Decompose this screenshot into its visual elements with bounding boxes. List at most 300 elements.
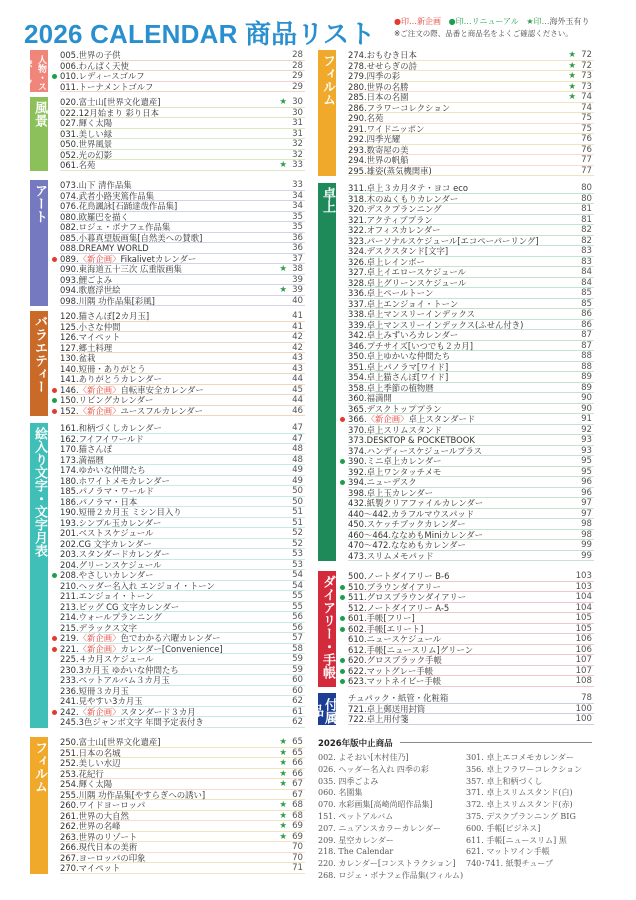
list-item[interactable] xyxy=(348,571,594,582)
list-item[interactable] xyxy=(60,343,305,354)
list-item[interactable] xyxy=(348,714,594,725)
list-item[interactable] xyxy=(60,285,305,296)
item-name: 3カ月玉 ゆかいな仲間たち xyxy=(78,664,179,675)
list-item[interactable] xyxy=(60,707,305,718)
item-name: 名苑 xyxy=(78,160,96,170)
page-number: 55 xyxy=(292,601,303,612)
list-item[interactable] xyxy=(60,160,305,171)
item-number: 350. xyxy=(348,351,367,361)
item-number: 173. xyxy=(60,454,79,465)
page-number: 37 xyxy=(292,253,303,264)
list-item[interactable] xyxy=(60,811,305,822)
list-item[interactable] xyxy=(60,233,305,244)
list-item[interactable] xyxy=(60,581,305,592)
item-name: グリーンスケジュール xyxy=(78,559,162,570)
list-item[interactable] xyxy=(348,50,594,61)
list-item[interactable] xyxy=(348,393,594,404)
page-number: 104 xyxy=(575,592,592,602)
item-name: デスクプランニング xyxy=(366,204,442,214)
renewal-dot-icon xyxy=(340,679,345,684)
page-number: 47 xyxy=(292,433,303,444)
list-item[interactable] xyxy=(60,264,305,275)
list-item[interactable] xyxy=(60,539,305,550)
item-number: 120. xyxy=(60,311,79,321)
list-item[interactable] xyxy=(60,353,305,364)
item-number: 291. xyxy=(348,123,367,134)
new-mark-icon: ●印… xyxy=(394,17,417,26)
section-moji xyxy=(30,423,305,728)
list-item[interactable] xyxy=(60,863,305,874)
list-item[interactable] xyxy=(348,257,594,268)
item-number: 311. xyxy=(348,183,367,193)
list-item[interactable] xyxy=(60,623,305,634)
section-label-text: 風景 xyxy=(32,101,47,127)
new-tag: 〈新企画〉 xyxy=(78,643,121,654)
list-item[interactable] xyxy=(348,61,594,72)
item-number: 358. xyxy=(348,382,367,393)
list-item[interactable] xyxy=(348,655,594,666)
overseas-star-icon: ★ xyxy=(279,160,287,170)
discontinued-item: 218. The Calendar xyxy=(318,847,394,857)
item-name: 卓上季節の植物暦 xyxy=(366,382,434,393)
section-sports xyxy=(22,50,305,92)
page-number: 29 xyxy=(292,71,303,81)
list-item[interactable] xyxy=(60,444,305,455)
section-label xyxy=(318,183,336,561)
page-number: 105 xyxy=(575,623,592,634)
section-desk xyxy=(318,183,594,561)
list-item[interactable] xyxy=(348,145,594,156)
page-number: 87 xyxy=(581,330,592,340)
page-number: 108 xyxy=(575,676,592,686)
list-item[interactable] xyxy=(348,246,594,257)
list-item[interactable] xyxy=(60,395,305,406)
item-name: 卓上マンスリーインデックス(ふせん付き) xyxy=(366,319,524,330)
item-name: デラックス文字 xyxy=(78,622,138,633)
section-label-text: 人物・スポーツ xyxy=(22,55,46,91)
item-number: 010. xyxy=(60,71,79,81)
list-item[interactable] xyxy=(348,613,594,624)
page-number: 89 xyxy=(581,372,592,382)
discontinued-item: 002. よそおい[木村佳乃] xyxy=(318,753,409,762)
item-name: 郷土料理 xyxy=(78,342,113,353)
item-number: 162. xyxy=(60,433,79,444)
list-item[interactable] xyxy=(60,800,305,811)
page-number: 92 xyxy=(581,424,592,435)
item-number: 318. xyxy=(348,193,367,204)
item-number: 280. xyxy=(348,81,367,92)
list-item[interactable] xyxy=(348,676,594,687)
item-number: 174. xyxy=(60,465,79,475)
list-item[interactable] xyxy=(60,434,305,445)
discontinued-item: 220. カレンダー[コンストラクション] xyxy=(318,859,456,869)
item-name: デスクトッププラン xyxy=(366,403,442,414)
list-item[interactable] xyxy=(348,509,594,520)
item-name: フラワーコレクション xyxy=(366,102,451,113)
item-name: 卓上レインボー xyxy=(366,256,425,267)
item-list xyxy=(60,737,305,874)
list-item[interactable] xyxy=(348,435,594,446)
item-name: シンプル玉カレンダー xyxy=(78,517,162,528)
item-name: 手帳[フリー] xyxy=(366,613,415,623)
page-number: 93 xyxy=(581,445,592,456)
list-item[interactable] xyxy=(348,267,594,278)
overseas-star-icon: ★ xyxy=(568,60,576,71)
item-number: 186. xyxy=(60,496,79,507)
list-item[interactable] xyxy=(348,124,594,135)
list-item[interactable] xyxy=(60,821,305,832)
page-number: 71 xyxy=(292,863,303,873)
list-item[interactable] xyxy=(348,320,594,331)
list-item[interactable] xyxy=(60,853,305,864)
list-item[interactable] xyxy=(60,465,305,476)
list-item[interactable] xyxy=(60,832,305,843)
list-item[interactable] xyxy=(348,425,594,436)
list-item[interactable] xyxy=(348,299,594,310)
list-item[interactable] xyxy=(60,374,305,385)
section-label-text: 絵入り文字・文字月表 xyxy=(32,427,47,557)
item-number: 370. xyxy=(348,424,367,435)
list-item[interactable] xyxy=(60,61,305,72)
list-item[interactable] xyxy=(348,309,594,320)
list-item[interactable] xyxy=(348,519,594,530)
page-number: 44 xyxy=(292,395,303,405)
item-name: グロスブラック手帳 xyxy=(366,655,442,665)
list-item[interactable] xyxy=(348,414,594,425)
overseas-star-icon: ★ xyxy=(279,800,287,810)
page-number: 31 xyxy=(292,118,303,128)
list-item[interactable] xyxy=(60,644,305,655)
list-item[interactable] xyxy=(348,645,594,656)
item-number: 338. xyxy=(348,309,367,319)
list-item[interactable] xyxy=(60,150,305,161)
list-item[interactable] xyxy=(60,275,305,286)
page-number: 54 xyxy=(292,580,303,591)
overseas-star-icon: ★ xyxy=(279,747,287,758)
list-item[interactable] xyxy=(60,842,305,853)
item-name: ニューデスク xyxy=(366,477,417,487)
discontinued-item: 060. 名園集 xyxy=(318,788,363,798)
list-item[interactable] xyxy=(60,82,305,93)
list-item[interactable] xyxy=(348,236,594,247)
list-item[interactable] xyxy=(60,591,305,602)
page-number: 50 xyxy=(292,496,303,507)
list-item[interactable] xyxy=(348,704,594,715)
item-name: ミニ卓上カレンダー xyxy=(366,456,442,466)
list-item[interactable] xyxy=(60,254,305,265)
list-item[interactable] xyxy=(348,603,594,614)
list-item[interactable] xyxy=(348,92,594,103)
item-name: 満福暦 xyxy=(78,454,104,465)
list-item[interactable] xyxy=(348,498,594,509)
list-item[interactable] xyxy=(60,201,305,212)
list-item[interactable] xyxy=(60,654,305,665)
page-number: 48 xyxy=(292,444,303,454)
item-number: 292. xyxy=(348,134,367,144)
list-item[interactable] xyxy=(60,633,305,644)
item-number: 337. xyxy=(348,298,367,309)
page-number: 51 xyxy=(292,517,303,528)
item-name: ななめもMiniカレンダー xyxy=(391,529,484,540)
page-number: 65 xyxy=(292,737,303,747)
item-name: 卓上ワンタッチメモ xyxy=(366,466,442,477)
list-item[interactable] xyxy=(348,155,594,166)
list-item[interactable] xyxy=(60,118,305,129)
list-item[interactable] xyxy=(348,467,594,478)
page-number: 42 xyxy=(292,342,303,353)
item-number: 510. xyxy=(348,581,367,592)
renewal-dot-icon xyxy=(340,585,345,590)
item-name: 12月始まり 彩り日本 xyxy=(78,107,159,118)
list-item[interactable] xyxy=(60,737,305,748)
page-number: 99 xyxy=(581,540,592,550)
item-number: 130. xyxy=(60,353,79,363)
item-number: 285. xyxy=(348,92,367,102)
page-number: 57 xyxy=(292,633,303,643)
list-item[interactable] xyxy=(60,97,305,108)
list-item[interactable] xyxy=(60,108,305,119)
list-item[interactable] xyxy=(60,180,305,191)
list-item[interactable] xyxy=(348,362,594,373)
list-item[interactable] xyxy=(60,212,305,223)
page-number: 35 xyxy=(292,211,303,222)
list-item[interactable] xyxy=(60,560,305,571)
list-item[interactable] xyxy=(60,790,305,801)
page-number: 62 xyxy=(292,696,303,706)
page-number: 83 xyxy=(581,256,592,267)
item-name: ベストスケジュール xyxy=(78,528,154,538)
list-item[interactable] xyxy=(348,693,594,704)
list-item[interactable] xyxy=(60,665,305,676)
item-number: 061. xyxy=(60,160,79,170)
item-number: 170. xyxy=(60,444,79,454)
page-number: 96 xyxy=(581,477,592,487)
page-number: 45 xyxy=(292,384,303,395)
list-item[interactable] xyxy=(348,166,594,177)
item-name: 欧羅巴を描く xyxy=(78,211,129,222)
page-number: 59 xyxy=(292,654,303,664)
page-number: 46 xyxy=(292,405,303,416)
page-number: 40 xyxy=(292,295,303,306)
new-tag: 〈新企画〉 xyxy=(366,414,409,424)
list-item[interactable] xyxy=(60,476,305,487)
list-item[interactable] xyxy=(60,322,305,333)
page-number: 91 xyxy=(581,414,592,424)
item-name: 卓上用付箋 xyxy=(366,714,409,724)
list-item[interactable] xyxy=(60,507,305,518)
list-item[interactable] xyxy=(60,406,305,417)
item-name: パーソナルスケジュール[エコペーパーリング] xyxy=(366,235,539,246)
list-item[interactable] xyxy=(348,624,594,635)
item-number: 211. xyxy=(60,591,79,601)
list-item[interactable] xyxy=(348,404,594,415)
list-item[interactable] xyxy=(348,488,594,499)
page-number: 53 xyxy=(292,549,303,559)
list-item[interactable] xyxy=(348,592,594,603)
list-item[interactable] xyxy=(348,103,594,114)
list-item[interactable] xyxy=(60,528,305,539)
page-number: 105 xyxy=(575,613,592,623)
list-item[interactable] xyxy=(60,191,305,202)
list-item[interactable] xyxy=(348,634,594,645)
list-item[interactable] xyxy=(348,288,594,299)
new-dot-icon xyxy=(52,636,57,641)
item-number: 214. xyxy=(60,612,79,622)
list-item[interactable] xyxy=(348,134,594,145)
item-number: 161. xyxy=(60,423,79,433)
list-item[interactable] xyxy=(60,675,305,686)
list-item[interactable] xyxy=(60,50,305,61)
list-item[interactable] xyxy=(60,243,305,254)
item-name: 四季の彩 xyxy=(366,71,401,81)
page-number: 90 xyxy=(581,393,592,403)
item-name: エンジョイ・トーン xyxy=(78,591,154,601)
list-item[interactable] xyxy=(60,129,305,140)
item-list xyxy=(348,693,594,725)
list-item[interactable] xyxy=(348,225,594,236)
list-item[interactable] xyxy=(60,139,305,150)
page-number: 78 xyxy=(581,693,592,703)
page-number: 51 xyxy=(292,507,303,517)
list-item[interactable] xyxy=(348,530,594,541)
list-item[interactable] xyxy=(348,341,594,352)
list-item[interactable] xyxy=(348,540,594,551)
list-item[interactable] xyxy=(60,332,305,343)
list-item[interactable] xyxy=(60,423,305,434)
list-item[interactable] xyxy=(348,204,594,215)
item-name: 卓上３カ月タテ・ヨコ eco xyxy=(366,183,468,193)
list-item[interactable] xyxy=(60,455,305,466)
list-item[interactable] xyxy=(60,497,305,508)
page-number: 72 xyxy=(581,50,592,60)
list-item[interactable] xyxy=(60,549,305,560)
item-name: 自転車安全カレンダー xyxy=(120,384,204,395)
section-label-text: 付属品 xyxy=(308,697,337,724)
list-item[interactable] xyxy=(348,551,594,562)
item-name: 東海道五十三次 広重版画集 xyxy=(78,264,182,274)
item-number: 190. xyxy=(60,507,79,517)
section-label-text: アート xyxy=(32,184,47,223)
list-item[interactable] xyxy=(348,330,594,341)
list-item[interactable] xyxy=(348,456,594,467)
page-number: 74 xyxy=(581,92,592,102)
item-name: 木のぬくもりカレンダー xyxy=(366,193,459,204)
page-number: 87 xyxy=(581,340,592,351)
list-item[interactable] xyxy=(60,612,305,623)
list-item[interactable] xyxy=(60,686,305,697)
item-number: 082. xyxy=(60,222,79,232)
item-number: 150. xyxy=(60,395,79,405)
list-item[interactable] xyxy=(348,351,594,362)
item-number: 322. xyxy=(348,225,367,235)
item-name: カレンダー[Convenience] xyxy=(120,643,223,654)
list-item[interactable] xyxy=(348,477,594,488)
list-item[interactable] xyxy=(60,758,305,769)
page-number: 72 xyxy=(581,60,592,71)
item-number: 339. xyxy=(348,319,367,330)
item-number: 500. xyxy=(348,571,367,581)
list-item[interactable] xyxy=(348,113,594,124)
item-name: 和柄づくしカレンダー xyxy=(78,423,162,433)
page-number: 82 xyxy=(581,235,592,246)
list-item[interactable] xyxy=(60,71,305,82)
item-name: ゆかいな仲間たち xyxy=(78,465,146,475)
page-number: 98 xyxy=(581,519,592,529)
list-item[interactable] xyxy=(60,769,305,780)
section-label xyxy=(30,180,48,306)
item-number: 270. xyxy=(60,863,79,873)
item-name: DESKTOP & POCKETBOOK xyxy=(366,435,475,445)
item-name: 世界の名勝 xyxy=(366,81,409,92)
list-item[interactable] xyxy=(60,222,305,233)
page-number: 97 xyxy=(581,508,592,519)
page-number: 65 xyxy=(292,747,303,758)
page-number: 95 xyxy=(581,456,592,466)
section-label xyxy=(318,50,336,176)
list-item[interactable] xyxy=(348,194,594,205)
list-item[interactable] xyxy=(348,372,594,383)
list-item[interactable] xyxy=(60,311,305,322)
item-number: 080. xyxy=(60,211,79,222)
item-name: カラフルマウスパッド xyxy=(391,508,475,519)
new-tag: 〈新企画〉 xyxy=(78,384,121,395)
item-name: ノートダイアリー B-6 xyxy=(366,571,450,581)
discontinued-item: 740･741. 紙製チューブ xyxy=(466,859,553,869)
list-item[interactable] xyxy=(348,82,594,93)
item-name: パノラマ・日本 xyxy=(78,496,138,507)
list-item[interactable] xyxy=(60,518,305,529)
item-number: 392. xyxy=(348,466,367,477)
list-item[interactable] xyxy=(60,602,305,613)
page-number: 88 xyxy=(581,361,592,372)
item-number: 204. xyxy=(60,559,79,570)
discontinued-list-left xyxy=(318,752,463,882)
list-item[interactable] xyxy=(348,183,594,194)
list-item[interactable] xyxy=(60,779,305,790)
list-item[interactable] xyxy=(60,748,305,759)
item-name: リビングカレンダー xyxy=(78,395,154,405)
item-number: 511. xyxy=(348,592,367,602)
section-label-text: ダイアリー・手帳 xyxy=(320,575,335,679)
item-number: 470～472. xyxy=(348,540,392,550)
list-item[interactable] xyxy=(348,278,594,289)
list-item[interactable] xyxy=(348,446,594,457)
item-number: 085. xyxy=(60,232,79,243)
item-number: 202. xyxy=(60,538,79,549)
item-name: ニュースケジュール xyxy=(366,634,442,644)
list-item[interactable] xyxy=(348,666,594,677)
page-number: 77 xyxy=(581,165,592,176)
list-item[interactable] xyxy=(348,215,594,226)
item-number: 252. xyxy=(60,758,79,768)
list-item[interactable] xyxy=(348,71,594,82)
item-list xyxy=(60,311,305,416)
list-item[interactable] xyxy=(60,486,305,497)
item-number: 213. xyxy=(60,601,79,612)
list-item[interactable] xyxy=(60,296,305,307)
list-item[interactable] xyxy=(348,582,594,593)
page-number: 86 xyxy=(581,319,592,330)
list-item[interactable] xyxy=(60,717,305,728)
list-item[interactable] xyxy=(60,385,305,396)
list-item[interactable] xyxy=(348,383,594,394)
page-number: 34 xyxy=(292,190,303,201)
page-number: 41 xyxy=(292,321,303,332)
list-item[interactable] xyxy=(60,696,305,707)
item-number: 236. xyxy=(60,685,79,696)
list-item[interactable] xyxy=(60,570,305,581)
list-item[interactable] xyxy=(60,364,305,375)
